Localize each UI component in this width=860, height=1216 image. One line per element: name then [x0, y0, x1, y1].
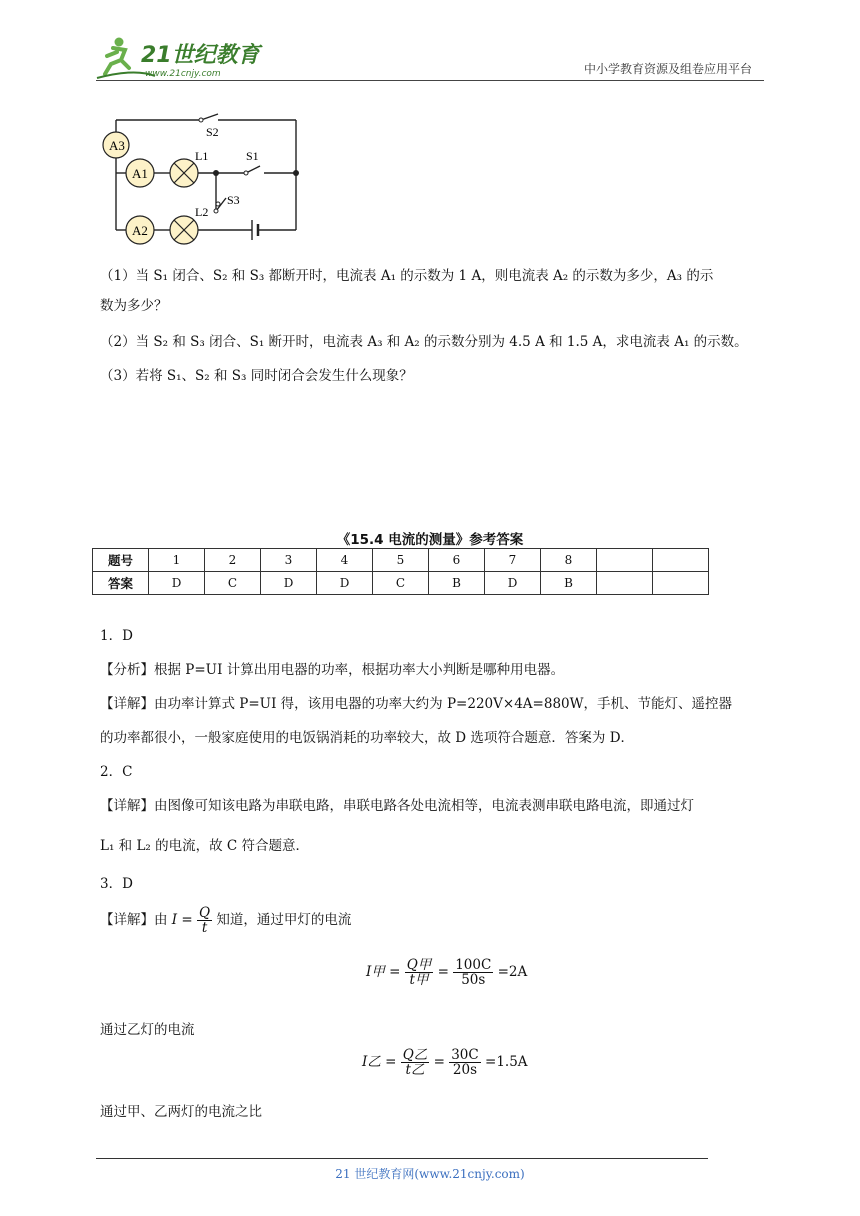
table-cell: [597, 572, 653, 595]
label-s1: S1: [246, 149, 259, 163]
equation-1: I甲 = $\frac{\text{Q甲}}{\text{t甲}}$ = $\frac{100C}{50s}$ =2A: [366, 957, 528, 988]
eq2-numerator-value: 30C: [451, 1047, 479, 1063]
solution-2-title: 2．C: [100, 764, 133, 780]
table-cell: D: [485, 572, 541, 595]
footer-link[interactable]: 21 世纪教育网(www.21cnjy.com): [335, 1167, 525, 1181]
question-3: （3）若将 S₁、S₂ 和 S₃ 同时闭合会发生什么现象？: [100, 368, 413, 384]
solution-1-title: 1．D: [100, 628, 133, 644]
table-row: [93, 572, 709, 595]
eq2-numerator: Q乙: [402, 1047, 428, 1063]
switch-contact: [244, 171, 248, 175]
eq1-fraction-symbolic: [405, 958, 434, 987]
answer-key-title: 《15.4 电流的测量》参考答案: [336, 532, 524, 548]
table-header-cell: 题号: [93, 549, 149, 572]
eq2-lhs: I乙 =: [362, 1054, 397, 1070]
formula-numerator: Q: [199, 905, 211, 921]
table-cell: 7: [485, 549, 541, 572]
svg-text:A2: A2: [132, 223, 148, 238]
solution-2-detail-line-1: 【详解】由图像可知该电路为串联电路，串联电路各处电流相等，电流表测串联电路电流，即通过灯: [100, 798, 694, 814]
label-l2: L2: [195, 205, 209, 219]
formula-denominator: t: [201, 920, 208, 936]
table-cell: C: [373, 572, 429, 595]
detail-suffix: 知道，通过甲灯的电流: [216, 912, 352, 928]
eq1-fraction-values: [453, 958, 493, 987]
eq2-denominator: t乙: [405, 1062, 425, 1078]
table-cell: D: [261, 572, 317, 595]
footer-divider: [96, 1158, 708, 1159]
logo-text: 21世纪教育: [141, 43, 260, 68]
junction-dot: [293, 170, 299, 176]
junction-dot: [213, 170, 219, 176]
solution-3-mid-text: 通过乙灯的电流: [100, 1022, 195, 1038]
table-cell: 2: [205, 549, 261, 572]
table-header-cell: 答案: [93, 572, 149, 595]
solution-1-analysis: 【分析】根据 P=UI 计算出用电器的功率，根据功率大小判断是哪种用电器。: [100, 662, 565, 678]
site-logo: [95, 34, 265, 82]
solution-3-end-text: 通过甲、乙两灯的电流之比: [100, 1104, 262, 1120]
svg-text:A1: A1: [132, 166, 148, 181]
circuit-diagram: [96, 108, 306, 248]
equation-2: I乙 = $\frac{\text{Q乙}}{\text{t乙}}$ = $\frac{30C}{20s}$ =1.5A: [362, 1047, 528, 1078]
lamp-l2: [170, 216, 198, 244]
eq2-denominator-value: 20s: [452, 1062, 478, 1078]
table-cell: 6: [429, 549, 485, 572]
eq1-denominator-value: 50s: [461, 972, 486, 988]
table-cell: 4: [317, 549, 373, 572]
table-cell: D: [317, 572, 373, 595]
table-row: [93, 549, 709, 572]
header-divider: [96, 80, 764, 81]
solution-1-detail-line-2: 的功率都很小，一般家庭使用的电饭锅消耗的功率较大，故 D 选项符合题意．答案为 D．: [100, 730, 635, 746]
label-l1: L1: [195, 149, 209, 163]
table-cell: [597, 549, 653, 572]
eq1-lhs: I甲 =: [366, 964, 401, 980]
solution-1-detail-line-1: 【详解】由功率计算式 P=UI 得，该用电器的功率大约为 P=220V×4A=880W，手机、节能灯、遥控器: [100, 696, 732, 712]
header-platform-text: 中小学教育资源及组卷应用平台: [583, 62, 752, 76]
formula-lhs: I =: [171, 912, 193, 928]
lamp-l1: [170, 159, 198, 187]
table-cell: [653, 549, 709, 572]
table-cell: B: [429, 572, 485, 595]
ammeter-a1: [126, 159, 154, 187]
label-s2: S2: [206, 125, 219, 139]
table-cell: 1: [149, 549, 205, 572]
label-s3: S3: [227, 193, 240, 207]
table-cell: 5: [373, 549, 429, 572]
table-cell: B: [541, 572, 597, 595]
logo-url: www.21cnjy.com: [145, 69, 221, 79]
switch-contact: [214, 209, 218, 213]
detail-prefix: 【详解】由: [100, 912, 168, 928]
question-1-line-2: 数为多少？: [100, 298, 168, 314]
table-cell: [653, 572, 709, 595]
question-1-line-1: （1）当 S₁ 闭合、S₂ 和 S₃ 都断开时，电流表 A₁ 的示数为 1 A，则电流表 A₂ 的示数为多少，A₃ 的示: [100, 268, 714, 284]
table-cell: C: [205, 572, 261, 595]
eq2-result: =1.5A: [485, 1054, 528, 1070]
eq2-fraction-values: [449, 1048, 481, 1077]
eq1-result: =2A: [497, 964, 528, 980]
switch-contact: [216, 202, 220, 206]
solution-3-title: 3．D: [100, 876, 133, 892]
eq2-fraction-symbolic: [401, 1048, 430, 1077]
eq1-denominator: t甲: [409, 972, 429, 988]
table-cell: 3: [261, 549, 317, 572]
solution-3-detail: [100, 906, 770, 935]
switch-contact: [199, 118, 203, 122]
solution-2-detail-line-2: L₁ 和 L₂ 的电流，故 C 符合题意．: [100, 838, 310, 854]
table-cell: 8: [541, 549, 597, 572]
answer-table: [92, 548, 709, 595]
formula-fraction: [197, 906, 212, 935]
ammeter-a2: [126, 216, 154, 244]
svg-text:A3: A3: [109, 138, 125, 153]
eq1-numerator-value: 100C: [455, 957, 492, 973]
question-2: （2）当 S₂ 和 S₃ 闭合、S₁ 断开时，电流表 A₃ 和 A₂ 的示数分别为 4.5 A 和 1.5 A，求电流表 A₁ 的示数。: [100, 334, 748, 350]
ammeter-a3: [103, 132, 129, 158]
table-cell: D: [149, 572, 205, 595]
eq1-numerator: Q甲: [406, 957, 432, 973]
